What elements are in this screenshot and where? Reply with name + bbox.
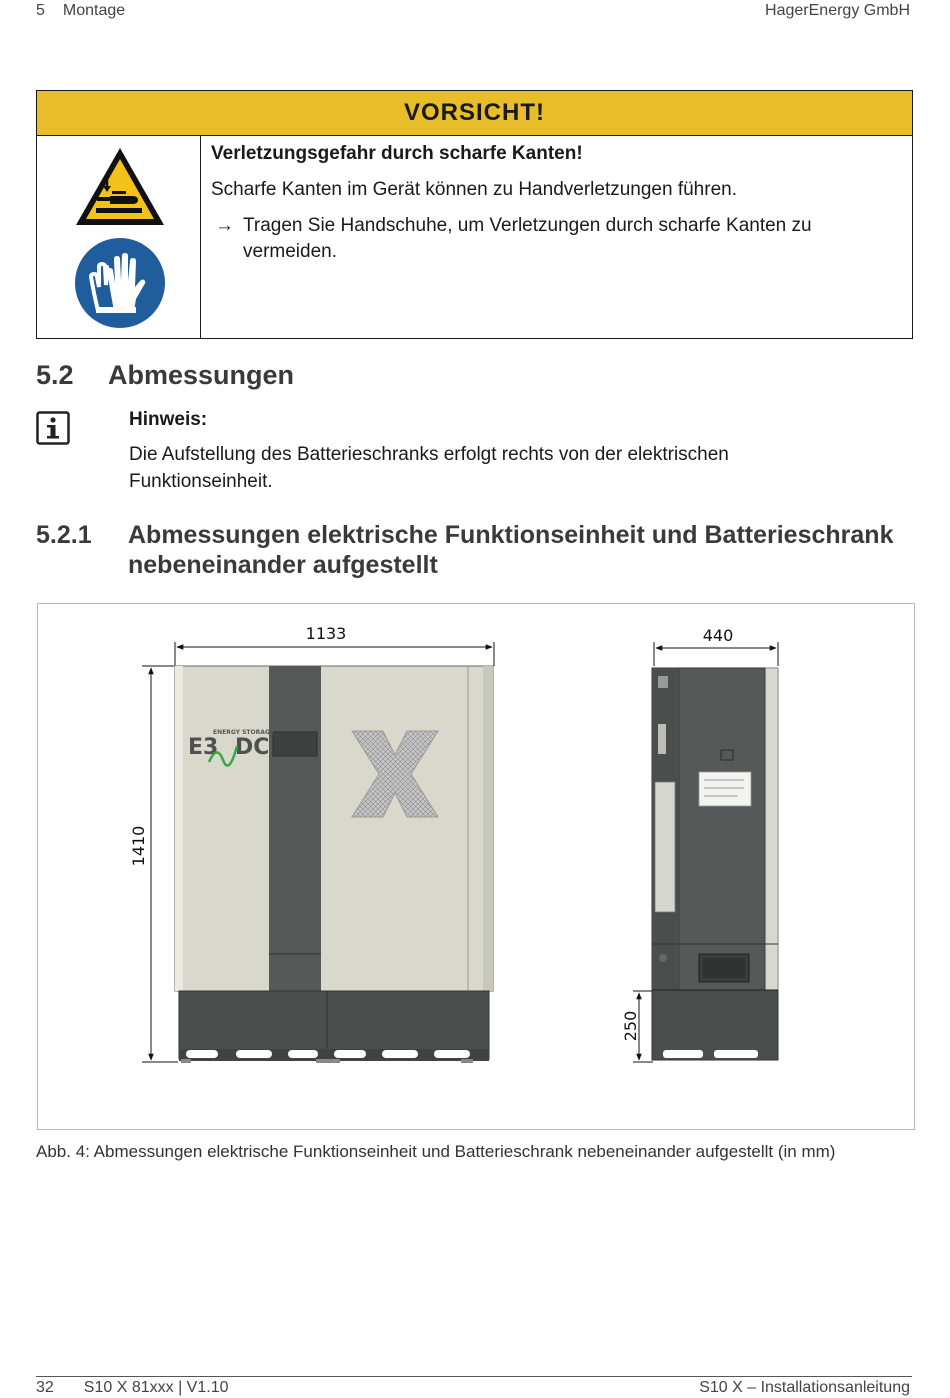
note-title: Hinweis: [129, 409, 208, 430]
footer-rule [36, 1376, 912, 1377]
footer-document-title: S10 X – Installationsanleitung [699, 1379, 910, 1396]
caution-heading: VORSICHT! [37, 91, 912, 136]
logo-right-text: DC [235, 735, 270, 760]
base-dimension [621, 991, 653, 1062]
caution-box [36, 90, 913, 339]
logo-left-text: E3 [188, 735, 219, 760]
depth-dimension [654, 626, 778, 666]
side-view-cabinet [652, 668, 778, 1060]
footer-left [36, 1379, 228, 1397]
subsection-title: Abmessungen elektrische Funktionseinheit und Batterieschrank nebeneinander aufgestellt [128, 521, 894, 579]
caution-instruction [211, 213, 892, 265]
section-number: 5.2 [36, 360, 74, 390]
running-header-chapter [36, 2, 125, 20]
document-id: S10 X 81xxx | V1.10 [83, 1379, 229, 1396]
base-label: 250 [621, 1010, 640, 1042]
page-number: 32 [36, 1379, 54, 1396]
width-label: 1133 [305, 624, 347, 643]
note-block [129, 406, 869, 503]
dimension-drawing [38, 604, 914, 1129]
running-header-company: HagerEnergy GmbH [765, 2, 910, 19]
wear-gloves-icon [74, 237, 166, 329]
width-dimension [175, 624, 494, 666]
logo-top-text: ENERGY STORAGE [213, 729, 274, 736]
height-label: 1410 [129, 825, 148, 867]
section-title: Abmessungen [108, 360, 295, 390]
note-text: Die Aufstellung des Batterieschranks erfolgt rechts von der elektrischen Funktionseinheit. [129, 444, 729, 492]
caution-body [211, 141, 892, 275]
chapter-title: Montage [62, 2, 126, 19]
subsection-heading [36, 520, 916, 584]
caution-text: Scharfe Kanten im Gerät können zu Handverletzungen führen. [211, 179, 737, 200]
caution-title: Verletzungsgefahr durch scharfe Kanten! [211, 143, 583, 164]
height-dimension [129, 666, 178, 1062]
info-icon [36, 411, 70, 445]
front-view-cabinet [175, 666, 493, 1063]
dimension-figure [37, 603, 915, 1130]
caution-icons [37, 136, 201, 338]
instruction-text: Tragen Sie Handschuhe, um Verletzungen durch scharfe Kanten zu vermeiden. [243, 215, 812, 262]
section-heading [36, 360, 294, 391]
chapter-number: 5 [36, 2, 45, 19]
subsection-number: 5.2.1 [36, 521, 92, 549]
figure-caption: Abb. 4: Abmessungen elektrische Funktionseinheit und Batterieschrank nebeneinander aufgestellt (in mm) [36, 1142, 836, 1161]
hand-crush-warning-icon [74, 146, 166, 228]
arrow-icon: → [215, 215, 234, 236]
depth-label: 440 [702, 626, 734, 645]
